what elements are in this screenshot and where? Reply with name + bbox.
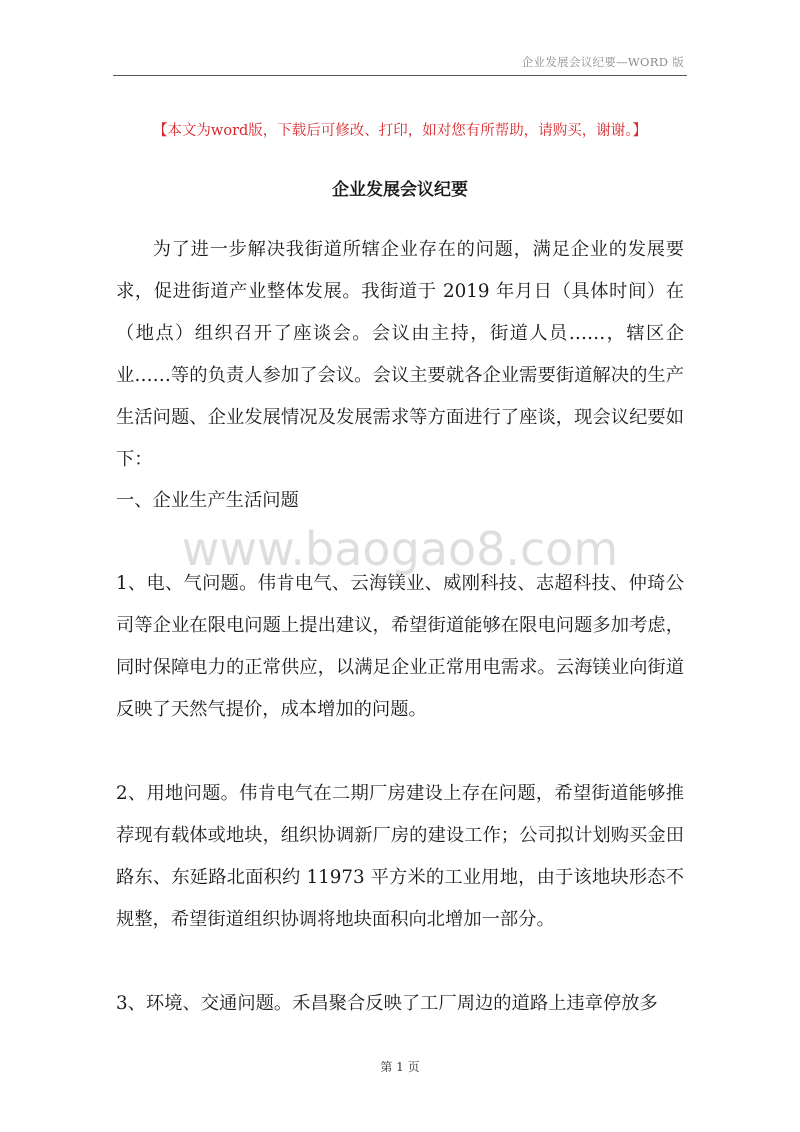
intro-paragraph: 为了进一步解决我街道所辖企业存在的问题，满足企业的发展要求，促进街道产业整体发展。我街道于 2019 年月日（具体时间）在（地点）组织召开了座谈会。会议由主持，街道人员……，辖区企业……等的负责人参加了会议。会议主要就各企业需要街道解决的生产生活问题、企业发展情况及发展需求等方面进行了座谈，现会议纪要如下： [116, 239, 684, 470]
purchase-notice: 【本文为word版，下载后可修改、打印，如对您有所帮助，请购买，谢谢。】 [152, 123, 648, 139]
item-paragraph-2: 2、用地问题。伟肯电气在二期厂房建设上存在问题，希望街道能够推荐现有载体或地块，组织协调新厂房的建设工作；公司拟计划购买金田路东、东延路北面积约 11973 平方米的工业用地，由于该地块形态不规整，希望街道组织协调将地块面积向北增加一部分。 [116, 783, 684, 930]
document-title: 企业发展会议纪要 [332, 180, 468, 200]
page-number: 第 1 页 [380, 1060, 420, 1074]
item-paragraph-1: 1、电、气问题。伟肯电气、云海镁业、威刚科技、志超科技、仲琦公司等企业在限电问题上提出建议，希望街道能够在限电问题多加考虑，同时保障电力的正常供应，以满足企业正常用电需求。云海镁业向街道反映了天然气提价，成本增加的问题。 [116, 573, 684, 720]
header-text: 企业发展会议纪要—WORD 版 [521, 55, 684, 69]
section-heading: 一、企业生产生活问题 [116, 490, 299, 511]
header-divider [113, 75, 687, 76]
watermark: www.baogao8.com [181, 522, 619, 576]
item-paragraph-3: 3、环境、交通问题。禾昌聚合反映了工厂周边的道路上违章停放多 [116, 993, 658, 1014]
